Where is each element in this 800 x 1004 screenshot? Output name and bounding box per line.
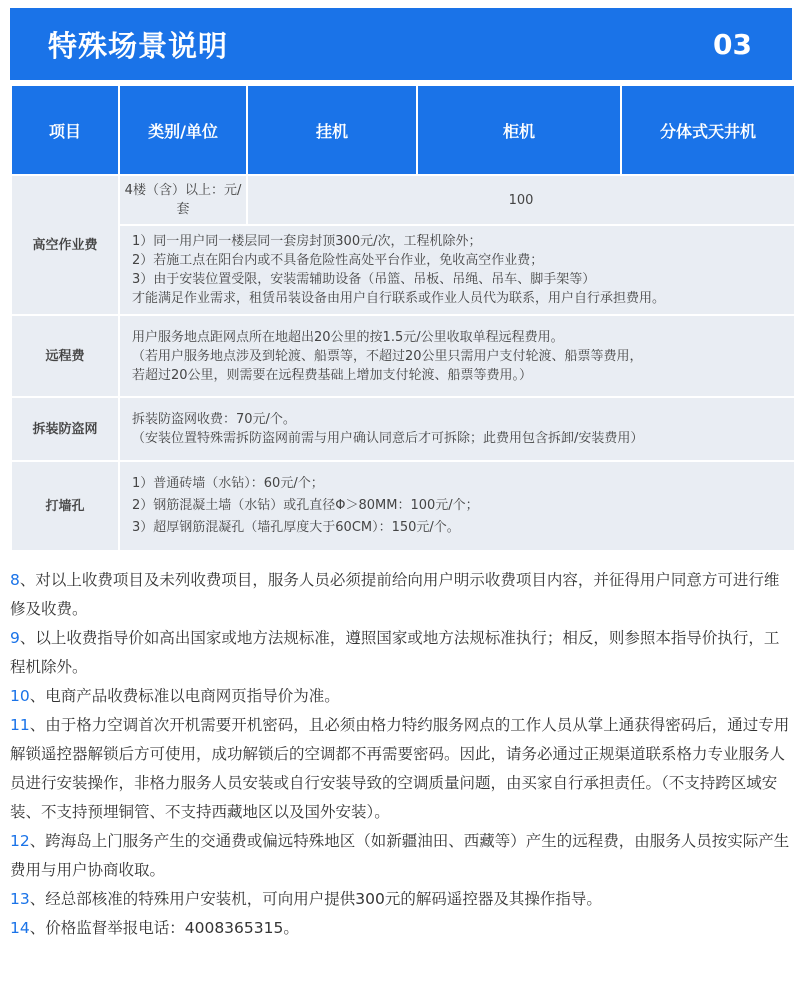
note-number: 9 — [10, 629, 20, 647]
desc-line: （若用户服务地点涉及到轮渡、船票等，不超过20公里只需用户支付轮渡、船票等费用， — [132, 348, 643, 364]
desc-line: 用户服务地点距网点所在地超出20公里的按1.5元/公里收取单程远程费用。 — [132, 329, 564, 345]
note-text: 、由于格力空调首次开机需要开机密码，且必须由格力特约服务网点的工作人员从掌上通获得密码后，通过专用解锁遥控器解锁后方可使用，成功解锁后的空调都不再需要密码。因此，请务必通过正规渠道联系格力专业服务人员进行安装操作，非格力服务人员安装或自行安装导致的空调质量问题，由买家自行承担责任。（不支持跨区域安装、不支持预埋铜管、不支持西藏地区以及国外安装）。 — [10, 716, 790, 821]
note-number: 14 — [10, 919, 30, 937]
note-item — [10, 624, 792, 682]
note-text: 、电商产品收费标准以电商网页指导价为准。 — [29, 687, 340, 705]
desc-line: （安装位置特殊需拆防盗网前需与用户确认同意后才可拆除；此费用包含拆卸/安装费用） — [132, 431, 644, 446]
note-number: 12 — [10, 832, 30, 850]
desc-line: 2）钢筋混凝土墙（水钻）或孔直径Φ＞80MM：100元/个； — [132, 498, 479, 513]
note-item — [10, 885, 792, 914]
note-item — [10, 827, 792, 885]
title-banner — [10, 8, 792, 80]
page-number: 03 — [713, 27, 752, 61]
table-row — [12, 462, 794, 550]
desc-line: 3）超厚钢筋混凝孔（墙孔厚度大于60CM）：150元/个。 — [132, 520, 460, 535]
desc-line: 2）若施工点在阳台内或不具备危险性高处平台作业，免收高空作业费； — [132, 253, 544, 268]
note-text: 、以上收费指导价如高出国家或地方法规标准，遵照国家或地方法规标准执行；相反，则参照本指导价执行，工程机除外。 — [10, 629, 780, 676]
note-number: 11 — [10, 716, 30, 734]
desc-line: 才能满足作业需求，租赁吊装设备由用户自行联系或作业人员代为联系，用户自行承担费用。 — [132, 291, 666, 306]
column-header-ceiling-unit: 分体式天井机 — [622, 86, 794, 174]
table-row — [12, 316, 794, 396]
note-number: 10 — [10, 687, 30, 705]
table-header-row — [12, 86, 794, 174]
row-label-remote: 远程费 — [12, 316, 118, 396]
column-header-item: 项目 — [12, 86, 118, 174]
row-label-aerial: 高空作业费 — [12, 176, 118, 314]
note-text: 、经总部核准的特殊用户安装机，可向用户提供300元的解码遥控器及其操作指导。 — [29, 890, 602, 908]
table-row — [12, 176, 794, 224]
aerial-unit-cell: 4楼（含）以上：元/套 — [120, 176, 246, 224]
notes-list — [10, 566, 792, 943]
desc-line: 拆装防盗网收费：70元/个。 — [132, 412, 296, 427]
note-item — [10, 711, 792, 827]
remote-notes-cell — [120, 316, 794, 396]
antitheft-notes-cell — [120, 398, 794, 460]
note-text: 、价格监督举报电话：4008365315。 — [29, 919, 299, 937]
column-header-floor-unit: 柜机 — [418, 86, 620, 174]
table-row — [12, 226, 794, 314]
note-number: 13 — [10, 890, 30, 908]
column-header-wall-unit: 挂机 — [248, 86, 416, 174]
table-row — [12, 398, 794, 460]
page-title: 特殊场景说明 — [48, 28, 229, 63]
fee-table — [10, 84, 796, 552]
desc-line: 1）普通砖墙（水钻）：60元/个； — [132, 476, 324, 491]
note-text: 、对以上收费项目及未列收费项目，服务人员必须提前给向用户明示收费项目内容，并征得用户同意方可进行维修及收费。 — [10, 571, 780, 618]
desc-line: 若超过20公里，则需要在远程费基础上增加支付轮渡、船票等费用。） — [132, 367, 533, 383]
drill-notes-cell — [120, 462, 794, 550]
note-text: 、跨海岛上门服务产生的交通费或偏远特殊地区（如新疆油田、西藏等）产生的远程费，由服务人员按实际产生费用与用户协商收取。 — [10, 832, 790, 879]
note-item — [10, 914, 792, 943]
row-label-drill: 打墙孔 — [12, 462, 118, 550]
note-item — [10, 566, 792, 624]
note-number: 8 — [10, 571, 20, 589]
column-header-unit: 类别/单位 — [120, 86, 246, 174]
row-label-antitheft: 拆装防盗网 — [12, 398, 118, 460]
aerial-notes-cell — [120, 226, 794, 314]
desc-line: 3）由于安装位置受限，安装需辅助设备（吊篮、吊板、吊绳、吊车、脚手架等） — [132, 272, 596, 287]
note-item — [10, 682, 792, 711]
desc-line: 1）同一用户同一楼层同一套房封顶300元/次，工程机除外； — [132, 234, 482, 249]
aerial-price-cell: 100 — [248, 176, 794, 224]
